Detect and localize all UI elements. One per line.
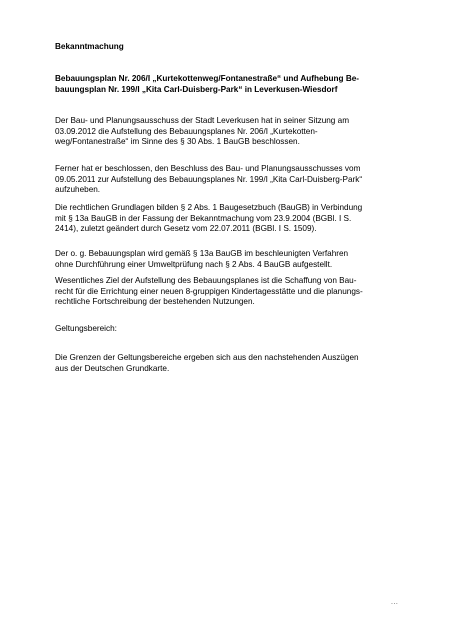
paragraph-line: 2414), zuletzt geändert durch Gesetz vom 22.07.2011 (BGBl. I S. 1509). — [55, 224, 317, 234]
paragraph-line: mit § 13a BauGB in der Fassung der Bekanntmachung vom 23.9.2004 (BGBl. I S. — [55, 213, 352, 223]
paragraph-legal-basis — [55, 203, 405, 235]
document-title — [55, 42, 405, 53]
paragraph-line: weg/Fontanestraße“ im Sinne des § 30 Abs. 1 BauGB beschlossen. — [55, 137, 300, 147]
title-text: Bekanntmachung — [55, 42, 124, 51]
paragraph-decision — [55, 116, 405, 148]
subtitle-line: bauungsplan Nr. 199/I „Kita Carl-Duisberg-Park“ in Leverkusen-Wiesdorf — [55, 84, 338, 94]
paragraph-line: ohne Durchführung einer Umweltprüfung nach § 2 Abs. 4 BauGB aufgestellt. — [55, 259, 333, 269]
paragraph-line: Der Bau- und Planungsausschuss der Stadt Leverkusen hat in seiner Sitzung am — [55, 116, 350, 125]
document-subtitle — [55, 74, 405, 95]
continuation-mark: ... — [391, 599, 399, 606]
paragraph-line: rechtliche Fortschreibung der bestehenden Nutzungen. — [55, 297, 255, 307]
paragraph-line: aufzuheben. — [55, 185, 101, 195]
paragraph-objective — [55, 276, 405, 308]
subtitle-line: Bebauungsplan Nr. 206/I „Kurtekottenweg/Fontanestraße“ und Aufhebung Be- — [55, 74, 360, 83]
paragraph-line: Ferner hat er beschlossen, den Beschluss des Bau- und Planungsausschusses vom — [55, 164, 361, 173]
paragraph-line: Geltungsbereich: — [55, 324, 117, 333]
paragraph-line: aus der Deutschen Grundkarte. — [55, 363, 170, 373]
paragraph-procedure — [55, 249, 405, 270]
paragraph-line: 09.05.2011 zur Aufstellung des Bebauungsplanes Nr. 199/I „Kita Carl-Duisberg-Park“ — [55, 174, 363, 184]
paragraph-boundaries — [55, 353, 405, 374]
paragraph-line: Wesentliches Ziel der Aufstellung des Bebauungsplanes ist die Schaffung von Bau- — [55, 276, 357, 285]
paragraph-line: 03.09.2012 die Aufstellung des Bebauungsplanes Nr. 206/I „Kurtekotten- — [55, 126, 318, 136]
paragraph-line: Die rechtlichen Grundlagen bilden § 2 Abs. 1 Baugesetzbuch (BauGB) in Verbindung — [55, 203, 363, 212]
section-heading-scope — [55, 324, 405, 335]
paragraph-line: Der o. g. Bebauungsplan wird gemäß § 13a BauGB im beschleunigten Verfahren — [55, 249, 349, 258]
paragraph-line: Die Grenzen der Geltungsbereiche ergeben sich aus den nachstehenden Auszügen — [55, 353, 359, 362]
paragraph-line: recht für die Errichtung einer neuen 8-gruppigen Kindertagesstätte und die planungs- — [55, 286, 363, 296]
paragraph-repeal — [55, 164, 405, 196]
